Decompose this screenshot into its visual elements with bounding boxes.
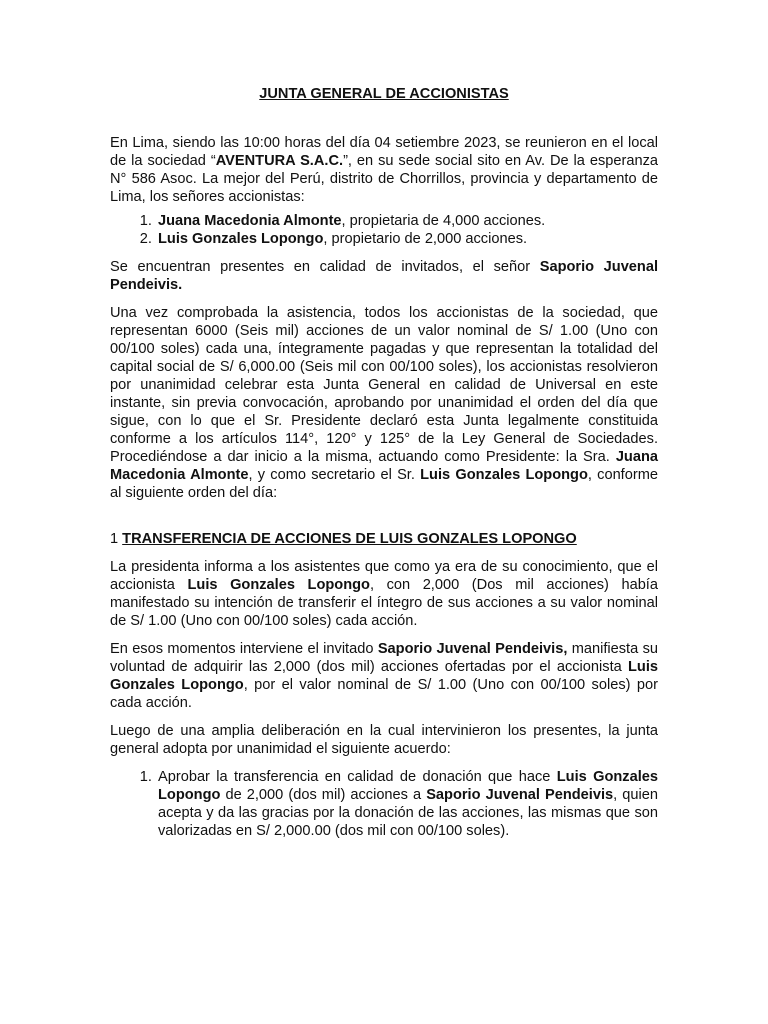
quorum-paragraph <box>110 304 658 502</box>
shareholders-list <box>110 212 658 248</box>
president-name: Juana Macedonia Almonte <box>110 449 658 483</box>
deliberacion-paragraph: Luego de una amplia deliberación en la cual intervinieron los presentes, la junta general adopta por unanimidad el siguiente acuerdo: <box>110 723 658 757</box>
shareholder-name: Juana Macedonia Almonte <box>158 213 342 229</box>
quorum-text-3: , conforme al siguiente orden del día: <box>110 467 658 501</box>
quorum-text-1: Una vez comprobada la asistencia, todos los accionistas de la sociedad, que representan 6000 (Seis mil) acciones de un valor nominal de S/ 1.00 (Uno con 00/100 soles) cada una, íntegramente pagadas y que representan la totalidad del capital social de S/ 6,000.00 (Seis mil con 00/100 soles), los accionistas resolvieron por unanimidad celebrar esta Junta General en calidad de Universal en este instante, sin previa convocación, aprobando por unanimidad el orden del día que sigue, con lo que el Sr. Presidente declaró esta Junta legalmente constituida conforme a los artículos 114°, 120° y 125° de la Ley General de Sociedades. Procediéndose a dar inicio a la misma, actuando como Presidente: la Sra. <box>110 305 658 465</box>
guest-name: Saporio Juvenal Pendeivis. <box>110 259 659 293</box>
interviene-paragraph <box>110 640 658 712</box>
agreement-text-1: Aprobar la transferencia en calidad de donación que hace <box>158 769 557 785</box>
section-number: 1 <box>110 531 123 547</box>
interviene-text-3: , por el valor nominal de S/ 1.00 (Uno con 00/100 soles) por cada acción. <box>110 677 658 711</box>
agreement-text-3: , quien acepta y da las gracias por la donación de las acciones, las mismas que son valorizadas en S/ 2,000.00 (dos mil con 00/100 soles). <box>158 787 658 839</box>
guests-paragraph <box>110 258 658 294</box>
shareholder-detail: , propietario de 2,000 acciones. <box>323 231 528 247</box>
agreement-text-2: de 2,000 (dos mil) acciones a <box>220 787 427 803</box>
intro-paragraph <box>110 134 658 206</box>
list-item <box>156 212 658 230</box>
interviene-text-1: En esos momentos interviene el invitado <box>110 641 378 657</box>
informa-paragraph <box>110 558 658 630</box>
guest-name: Saporio Juvenal Pendeivis, <box>377 641 568 657</box>
section-title: TRANSFERENCIA DE ACCIONES DE LUIS GONZALES LOPONGO <box>122 531 577 547</box>
guest-name: Saporio Juvenal Pendeivis <box>426 787 614 803</box>
intro-text-2: ”, en su sede social sito en Av. De la esperanza N° 586 Asoc. La mejor del Perú, distrito de Chorrillos, provincia y departamento de Lima, los señores accionistas: <box>110 153 658 205</box>
secretary-name: Luis Gonzales Lopongo <box>420 467 588 483</box>
intro-text-1: En Lima, siendo las 10:00 horas del día 04 setiembre 2023, se reunieron en el local de la sociedad “ <box>110 135 658 169</box>
document-title: JUNTA GENERAL DE ACCIONISTAS <box>259 86 509 102</box>
shareholder-name: Luis Gonzales Lopongo <box>187 577 370 593</box>
list-item <box>156 230 658 248</box>
quorum-text-2: , y como secretario el Sr. <box>248 467 421 483</box>
shareholder-detail: , propietaria de 4,000 acciones. <box>341 213 546 229</box>
informa-text-2: , con 2,000 (Dos mil acciones) había manifestado su intención de transferir el íntegro de sus acciones a su valor nominal de S/ 1.00 (Uno con 00/100 soles) cada acción. <box>110 577 658 629</box>
shareholder-name: Luis Gonzales Lopongo <box>158 769 658 803</box>
interviene-text-2: manifiesta su voluntad de adquirir las 2,000 (dos mil) acciones ofertadas por el accionista <box>110 641 658 675</box>
section-heading <box>110 530 658 548</box>
shareholder-name: Luis Gonzales Lopongo <box>110 659 658 693</box>
shareholder-name: Luis Gonzales Lopongo <box>158 231 324 247</box>
guests-text: Se encuentran presentes en calidad de invitados, el señor <box>110 259 540 275</box>
agreements-list <box>110 768 658 840</box>
informa-text-1: La presidenta informa a los asistentes que como ya era de su conocimiento, que el accionista <box>110 559 658 593</box>
company-name: AVENTURA S.A.C. <box>215 153 344 169</box>
list-item <box>156 768 658 840</box>
